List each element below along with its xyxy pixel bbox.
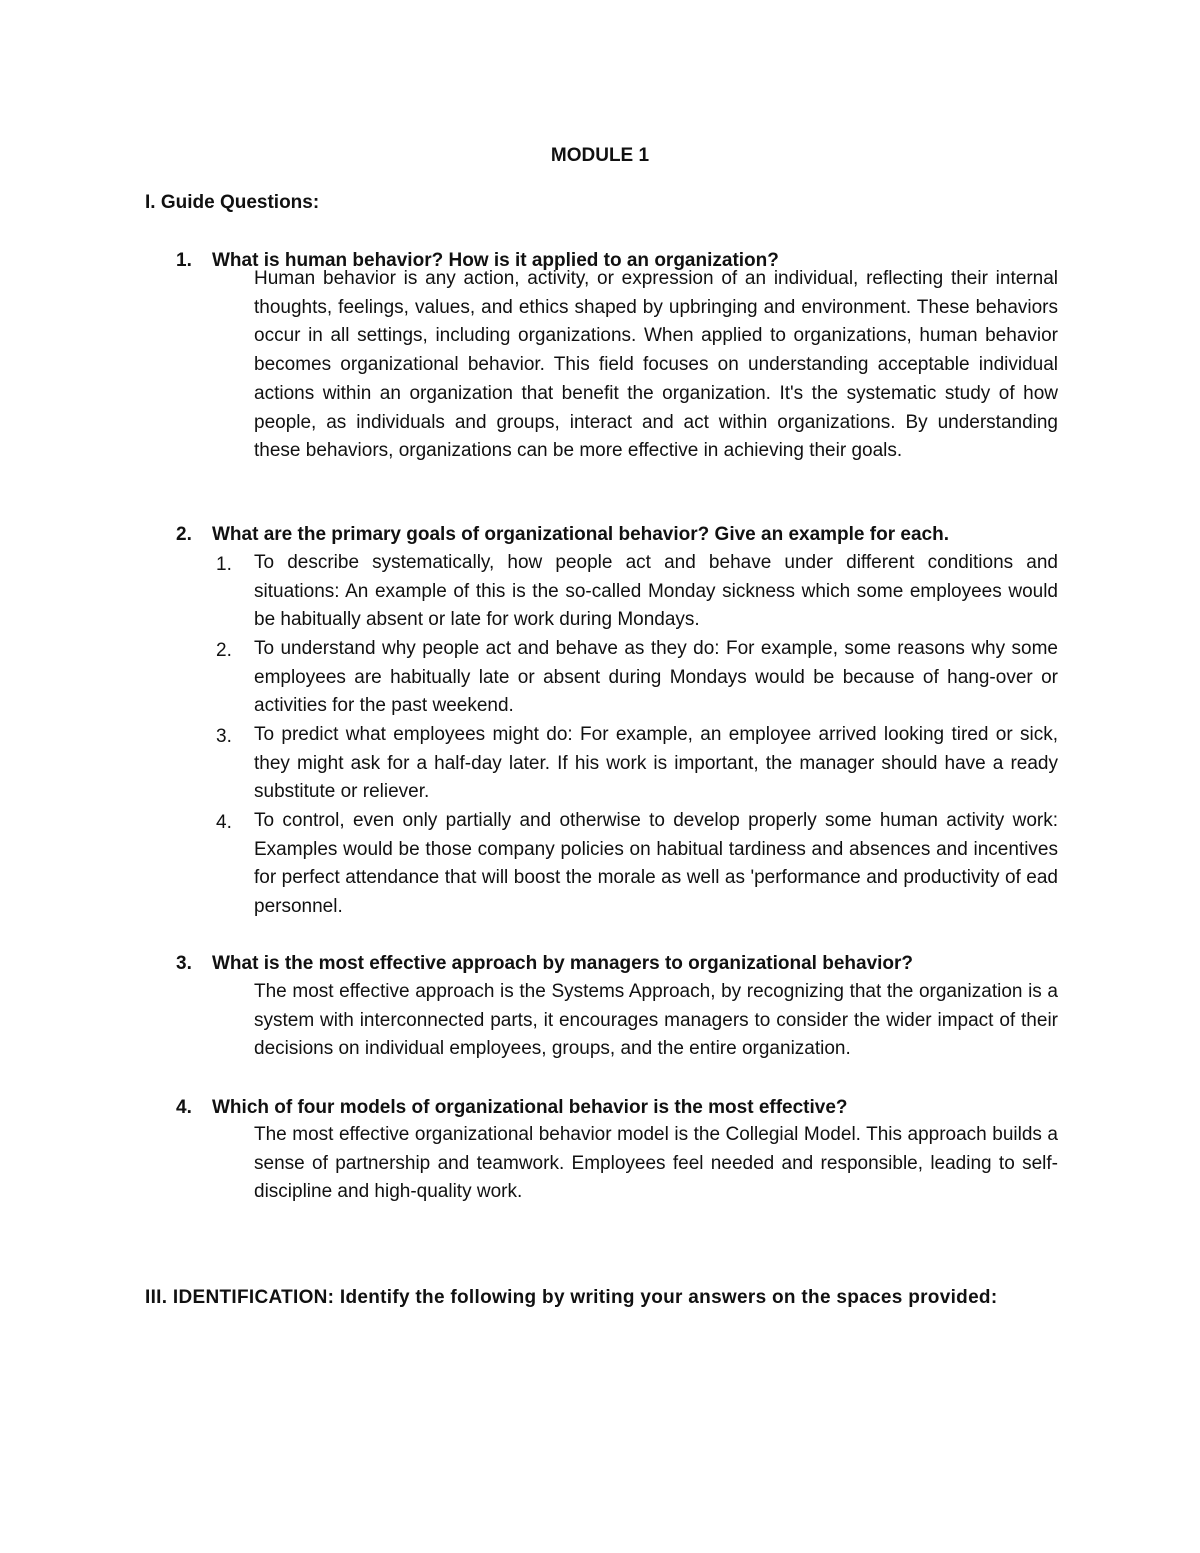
- question-text: What is human behavior? How is it applied to an organization?: [212, 250, 779, 271]
- goal-number: 2.: [216, 640, 232, 661]
- answer-paragraph: The most effective organizational behavior model is the Collegial Model. This approach builds a sense of partnership and teamwork. Employees feel needed and responsible, leading to self-discipline and high-quality work.: [254, 1124, 1058, 1203]
- goal-text: To control, even only partially and otherwise to develop properly some human activity work: Examples would be those company policies on habitual tardiness and absences and incentives for perfect attendance that will boost the morale as well as 'performance and productivity of ead personnel.: [254, 810, 1058, 918]
- question-text: What are the primary goals of organizational behavior? Give an example for each.: [212, 524, 949, 545]
- question-number: 3.: [176, 953, 192, 974]
- section-heading-identification: III. IDENTIFICATION: Identify the following by writing your answers on the spaces provided:: [145, 1287, 998, 1308]
- question-number: 2.: [176, 524, 192, 545]
- answer-paragraph: The most effective approach is the Systems Approach, by recognizing that the organization is a system with interconnected parts, it encourages managers to consider the wider impact of their decisions on individual employees, groups, and the entire organization.: [254, 981, 1058, 1060]
- answer-paragraph: Human behavior is any action, activity, or expression of an individual, reflecting their internal thoughts, feelings, values, and ethics shaped by upbringing and environment. These behaviors occur in all settings, including organizations. When applied to organizations, human behavior becomes organizational behavior. This field focuses on understanding acceptable individual actions within an organization that benefit the organization. It's the systematic study of how people, as individuals and groups, interact and act within organizations. By understanding these behaviors, organizations can be more effective in achieving their goals.: [254, 268, 1058, 462]
- question-number: 1.: [176, 250, 192, 271]
- goal-text: To describe systematically, how people act and behave under different conditions and situations: An example of this is the so-called Monday sickness which some employees would be habitually absent or late for work during Mondays.: [254, 552, 1058, 631]
- section-heading-guide-questions: I. Guide Questions:: [145, 192, 320, 213]
- question-number: 4.: [176, 1097, 192, 1118]
- goal-number: 1.: [216, 554, 232, 575]
- goal-text: To predict what employees might do: For example, an employee arrived looking tired or sick, they might ask for a half-day later. If his work is important, the manager should have a ready substitute or reliever.: [254, 724, 1058, 803]
- question-text: What is the most effective approach by managers to organizational behavior?: [212, 953, 914, 974]
- goal-number: 4.: [216, 812, 232, 833]
- question-text: Which of four models of organizational behavior is the most effective?: [212, 1097, 848, 1118]
- page-title: MODULE 1: [550, 145, 650, 166]
- goal-text: To understand why people act and behave as they do: For example, some reasons why some employees are habitually late or absent during Mondays would be because of hang-over or activities for the past weekend.: [254, 638, 1058, 717]
- goal-number: 3.: [216, 726, 232, 747]
